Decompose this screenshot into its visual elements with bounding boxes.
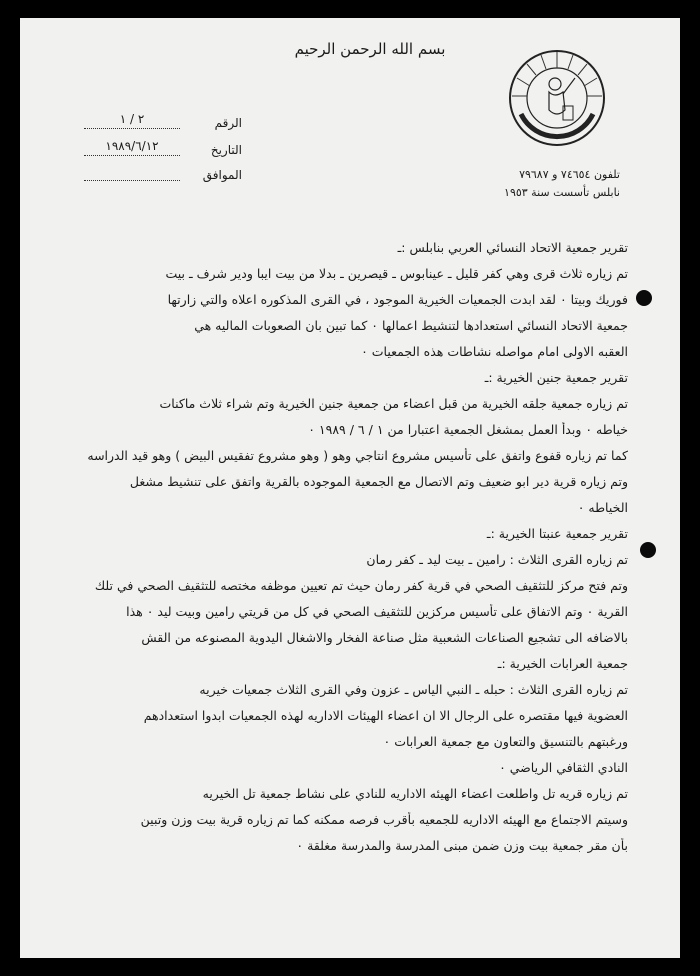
body-line: كما تم زياره قفوع واتفق على تأسيس مشروع انتاجي وهو ( وهو مشروع تفقيس البيض ) وهو قيد الدراسه: [87, 448, 628, 463]
corresponding-label: الموافق: [202, 168, 242, 182]
ref-label: الرقم: [214, 116, 242, 130]
body-line: القرية ٠ وتم الاتفاق على تأسيس مركزين للتثقيف الصحي في كل من قريتي رامين وبيت ليد ٠ هذا: [126, 604, 628, 619]
body-line: تم زياره القرى الثلاث : رامين ـ بيت ليد ـ كفر رمان: [366, 552, 628, 567]
section-heading: النادي الثقافي الرياضي ٠: [499, 760, 628, 775]
body-line: تم زياره ثلاث قرى وهي كفر قليل ـ عينابوس ـ قيصرين ـ بدلا من بيت ايبا ودير شرف ـ بيت: [165, 266, 628, 281]
date-value: ١٩٨٩/٦/١٢: [84, 139, 180, 156]
section-heading: جمعية العرابات الخيرية :ـ: [497, 656, 628, 671]
section-heading: تقرير جمعية الاتحاد النسائي العربي بنابلس :ـ: [397, 240, 628, 255]
basmala: بسم الله الرحمن الرحيم: [294, 40, 446, 58]
body-line: فوريك وبيتا ٠ لقد ابدت الجمعيات الخيرية الموجود ، في القرى المذكوره اعلاه والتي زارتها: [167, 292, 628, 307]
section-heading: تقرير جمعية جنين الخيرية :ـ: [484, 370, 628, 385]
document-page: [20, 18, 680, 958]
corresponding-value: [84, 164, 180, 181]
body-line: ورغبتهم بالتنسيق والتعاون مع جمعية العرابات ٠: [383, 734, 628, 749]
body-line: العقبه الاولى امام مواصله نشاطات هذه الجمعيات ٠: [361, 344, 628, 359]
body-line: العضوية فيها مقتصره على الرجال الا ان اعضاء الهيئات الاداريه لهذه الجمعيات ابدوا استعدادهم: [143, 708, 628, 723]
body-line: خياطه ٠ وبدأ العمل بمشغل الجمعية اعتبارا من ١ / ٦ / ١٩٨٩ ٠: [308, 422, 628, 437]
founded-line: نابلس تأسست سنة ١٩٥٣: [504, 186, 620, 199]
body-line: بالاضافه الى تشجيع الصناعات الشعبية مثل صناعة الفخار والاشغال اليدوية المصنوعه من القش: [141, 630, 628, 645]
body-line: بأن مقر جمعية بيت وزن ضمن مبنى المدرسة والمدرسة مغلقة ٠: [296, 838, 628, 853]
body-line: تم زياره جمعية جلقه الخيرية من قبل اعضاء من جمعية جنين الخيرية وتم شراء ثلاث ماكنات: [159, 396, 628, 411]
body-line: تم زياره القرى الثلاث : حبله ـ النبي الياس ـ عزون وفي القرى الثلاث جمعيات خيريه: [199, 682, 628, 697]
ref-value: ٢ / ١: [84, 112, 180, 129]
body-line: وتم زياره قرية دير ابو ضعيف وتم الاتصال مع الجمعية الموجوده بالقرية واتفق على تنشيط مشغل: [129, 474, 628, 489]
body-line: وسيتم الاجتماع مع الهيئه الاداريه للجمعيه بأقرب فرصه ممكنه كما تم زياره قرية بيت وزن وتبين: [140, 812, 628, 827]
section-heading: تقرير جمعية عنبتا الخيرية :ـ: [486, 526, 628, 541]
punch-hole-top: [636, 290, 652, 306]
body-line: جمعية الاتحاد النسائي استعدادها لتنشيط اعمالها ٠ كما تبين بان الصعوبات الماليه هي: [194, 318, 628, 333]
body-line: تم زياره قريه تل واطلعت اعضاء الهيئه الاداريه للنادي على نشاط جمعية تل الخيريه: [202, 786, 628, 801]
phone-line: تلفون ٧٤٦٥٤ و ٧٩٦٨٧: [519, 168, 620, 181]
punch-hole-bottom: [640, 542, 656, 558]
body-line: وتم فتح مركز للتثقيف الصحي في قرية كفر رمان حيث تم تعيين موظفه مختصه للتثقيف الصحي في تلك: [94, 578, 628, 593]
date-label: التاريخ: [210, 143, 242, 157]
body-line: الخياطه ٠: [577, 500, 628, 515]
society-seal: [507, 48, 607, 148]
